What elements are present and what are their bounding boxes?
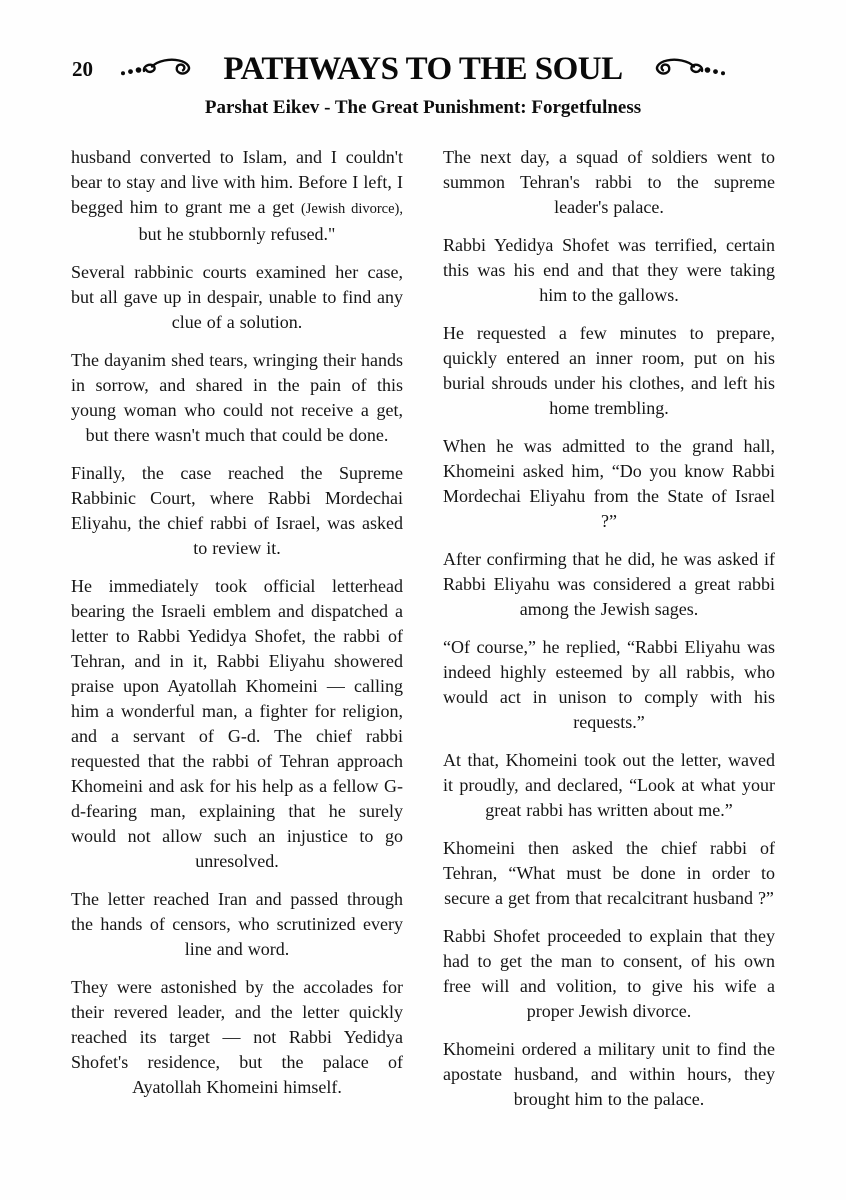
paragraph: He immediately took official letterhead bearing the Israeli emblem and dispatched a letter to Rabbi Yedidya Shofet, the rabbi of Tehran, and in it, Rabbi Eliyahu showered praise upon Ayatollah Khomeini — calling him a wonderful man, a fighter for religion, and a servant of G-d. The chief rabbi requested that the rabbi of Tehran approach Khomeini and ask for his help as a fellow G-d-fearing man, explaining that he surely would not allow such an injustice to go unresolved.: [71, 576, 403, 871]
paragraph-text: husband converted to Islam, and I couldn't bear to stay and live with him. Before I left, I begged him to grant me a get: [71, 147, 403, 217]
flourish-right-icon: [632, 56, 728, 82]
paragraph: The letter reached Iran and passed through the hands of censors, who scrutinized every line and word.: [71, 889, 403, 959]
inline-gloss: (Jewish divorce),: [300, 201, 404, 217]
article-subtitle: Parshat Eikev - The Great Punishment: Forgetfulness: [204, 97, 642, 118]
paragraph: “Of course,” he replied, “Rabbi Eliyahu was indeed highly esteemed by all rabbis, who would act in unison to comply with his requests.”: [443, 637, 775, 732]
paragraph: Khomeini then asked the chief rabbi of Tehran, “What must be done in order to secure a get from that recalcitrant husband ?”: [443, 838, 775, 908]
flourish-left-icon: [118, 56, 214, 82]
paragraph: At that, Khomeini took out the letter, waved it proudly, and declared, “Look at what your great rabbi has written about me.”: [443, 750, 775, 820]
paragraph: The dayanim shed tears, wringing their hands in sorrow, and shared in the pain of this young woman who could not receive a get, but there wasn't much that could be done.: [71, 350, 403, 445]
column-left: [71, 145, 403, 1125]
page-title: PATHWAYS TO THE SOUL: [223, 51, 623, 87]
masthead: [0, 50, 846, 88]
column-right: [443, 145, 775, 1125]
paragraph: Khomeini ordered a military unit to find the apostate husband, and within hours, they brought him to the palace.: [443, 1039, 775, 1109]
paragraph: When he was admitted to the grand hall, Khomeini asked him, “Do you know Rabbi Mordechai Eliyahu from the State of Israel ?”: [443, 436, 775, 531]
paragraph-text: but he stubbornly refused.": [138, 224, 336, 244]
paragraph: [71, 145, 403, 247]
article-body: [0, 145, 846, 1125]
paragraph: They were astonished by the accolades for their revered leader, and the letter quickly reached its target — not Rabbi Yedidya Shofet's residence, but the palace of Ayatollah Khomeini himself.: [71, 977, 403, 1097]
paragraph: Rabbi Yedidya Shofet was terrified, certain this was his end and that they were taking him to the gallows.: [443, 235, 775, 305]
paragraph: Rabbi Shofet proceeded to explain that they had to get the man to consent, of his own free will and volition, to give his wife a proper Jewish divorce.: [443, 926, 775, 1021]
page-header: [0, 0, 846, 120]
paragraph: Several rabbinic courts examined her case, but all gave up in despair, unable to find any clue of a solution.: [71, 262, 403, 332]
paragraph: He requested a few minutes to prepare, quickly entered an inner room, put on his burial shrouds under his clothes, and left his home trembling.: [443, 323, 775, 418]
page-number: 20: [72, 57, 93, 81]
paragraph: After confirming that he did, he was asked if Rabbi Eliyahu was considered a great rabbi among the Jewish sages.: [443, 549, 775, 619]
paragraph: Finally, the case reached the Supreme Rabbinic Court, where Rabbi Mordechai Eliyahu, the chief rabbi of Israel, was asked to review it.: [71, 463, 403, 558]
paragraph: The next day, a squad of soldiers went to summon Tehran's rabbi to the supreme leader's palace.: [443, 147, 775, 217]
